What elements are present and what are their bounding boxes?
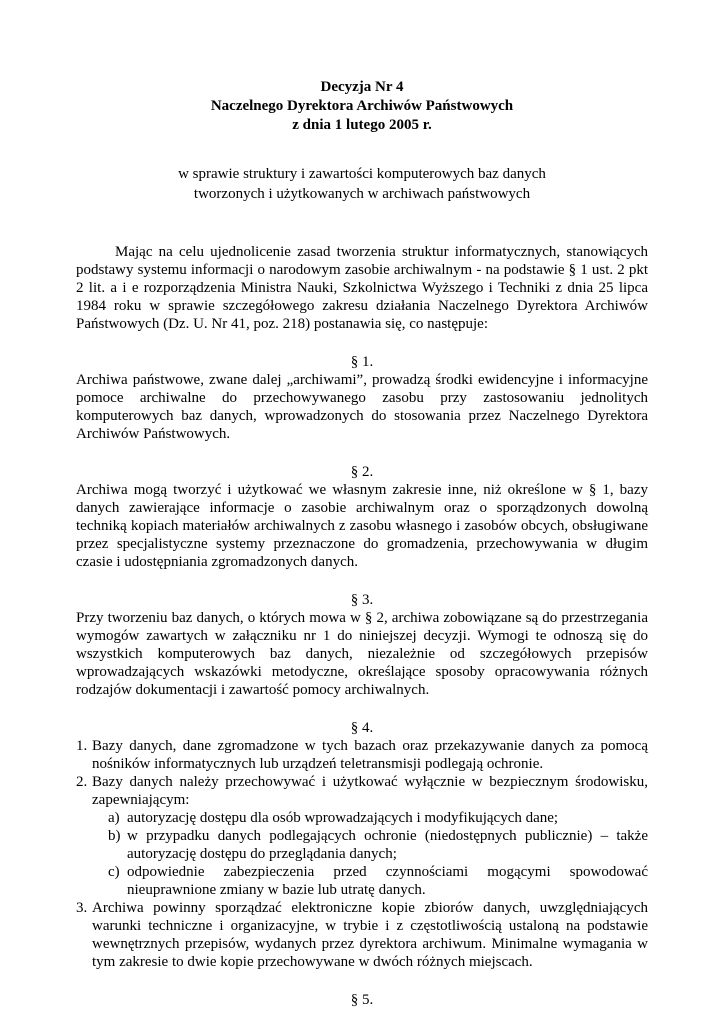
list-item [76, 773, 648, 809]
subject-line-1: w sprawie struktury i zawartości komputerowych baz danych [178, 166, 546, 182]
list-item-number: 3. [76, 900, 88, 916]
list-item [76, 737, 648, 773]
list-item-text: Archiwa powinny sporządzać elektroniczne kopie zbiorów danych, uwzględniających warunki techniczne i organizacyjne, w trybie i z częstotliwością ustaloną na podstawie wewnętrznych przepisów, wydanych przez dyrektora archiwum. Minimalne wymagania w tym zakresie to dwie kopie przechowywane w dwóch różnych miejscach. [92, 900, 648, 970]
document-heading [76, 78, 648, 135]
section-4-list [76, 737, 648, 809]
issuer-title: Naczelnego Dyrektora Archiwów Państwowych [210, 98, 514, 114]
document-subject [76, 165, 648, 205]
sublist-item-letter: b) [108, 828, 121, 844]
decision-date: z dnia 1 lutego 2005 r. [292, 117, 432, 133]
document-page [76, 78, 648, 1009]
section-4-sublist [76, 809, 648, 899]
sublist-item-letter: c) [108, 864, 120, 880]
list-item-number: 1. [76, 738, 88, 754]
sublist-item [76, 863, 648, 899]
sublist-item-letter: a) [108, 810, 120, 826]
section-3-text: Przy tworzeniu baz danych, o których mowa w § 2, archiwa zobowiązane są do przestrzegania wymogów zawartych w załączniku nr 1 do niniejszej decyzji. Wymogi te odnoszą się do wszystkich komputerowych baz danych, niezależnie od szczegółowych przepisów wprowadzających wskazówki metodyczne, określające sposoby opracowywania różnych rodzajów dokumentacji i zawartość pomocy archiwalnych. [76, 610, 648, 698]
section-1-mark: § 1. [350, 354, 374, 370]
preamble-paragraph: Mając na celu ujednolicenie zasad tworzenia struktur informatycznych, stanowiących podstawy systemu informacji o narodowym zasobie archiwalnym - na podstawie § 1 ust. 2 pkt 2 lit. a i e rozporządzenia Ministra Nauki, Szkolnictwa Wyższego i Techniki z dnia 25 lipca 1984 roku w sprawie szczegółowego zakresu działania Naczelnego Dyrektora Archiwów Państwowych (Dz. U. Nr 41, poz. 218) postanawia się, co następuje: [76, 244, 648, 332]
list-item-text: Bazy danych należy przechowywać i użytkować wyłącznie w bezpiecznym środowisku, zapewniającym: [92, 774, 648, 808]
sublist-item-text: w przypadku danych podlegających ochronie (niedostępnych publicznie) – także autoryzację dostępu do przeglądania danych; [127, 828, 648, 862]
decision-number: Decyzja Nr 4 [320, 79, 404, 95]
subject-line-2: tworzonych i użytkowanych w archiwach państwowych [193, 186, 531, 202]
section-5-mark: § 5. [350, 992, 374, 1008]
list-item [76, 899, 648, 971]
section-4-mark: § 4. [350, 720, 374, 736]
sublist-item [76, 827, 648, 863]
sublist-item-text: autoryzację dostępu dla osób wprowadzających i modyfikujących dane; [127, 810, 559, 826]
section-2-mark: § 2. [350, 464, 374, 480]
sublist-item-text: odpowiednie zabezpieczenia przed czynnościami mogącymi spowodować nieuprawnione zmiany w bazie lub utratę danych. [127, 864, 648, 898]
sublist-item [76, 809, 648, 827]
section-3-mark: § 3. [350, 592, 374, 608]
list-item-text: Bazy danych, dane zgromadzone w tych bazach oraz przekazywanie danych za pomocą nośników informatycznych lub urządzeń teletransmisji podlegają ochronie. [92, 738, 648, 772]
section-1-text: Archiwa państwowe, zwane dalej „archiwami”, prowadzą środki ewidencyjne i informacyjne pomoce archiwalne do przechowywanego zasobu przy zastosowaniu jednolitych komputerowych baz danych, wprowadzonych do stosowania przez Naczelnego Dyrektora Archiwów Państwowych. [76, 372, 648, 442]
list-item-number: 2. [76, 774, 88, 790]
section-2-text: Archiwa mogą tworzyć i użytkować we własnym zakresie inne, niż określone w § 1, bazy danych zawierające informacje o zasobie archiwalnym oraz o sporządzonych dowolną techniką kopiach materiałów archiwalnych z zasobu własnego i zasobów obcych, obsługiwane przez specjalistyczne systemy przeznaczone do gromadzenia, przechowywania w długim czasie i udostępniania zgromadzonych danych. [76, 482, 648, 570]
section-4-list-continued [76, 899, 648, 971]
